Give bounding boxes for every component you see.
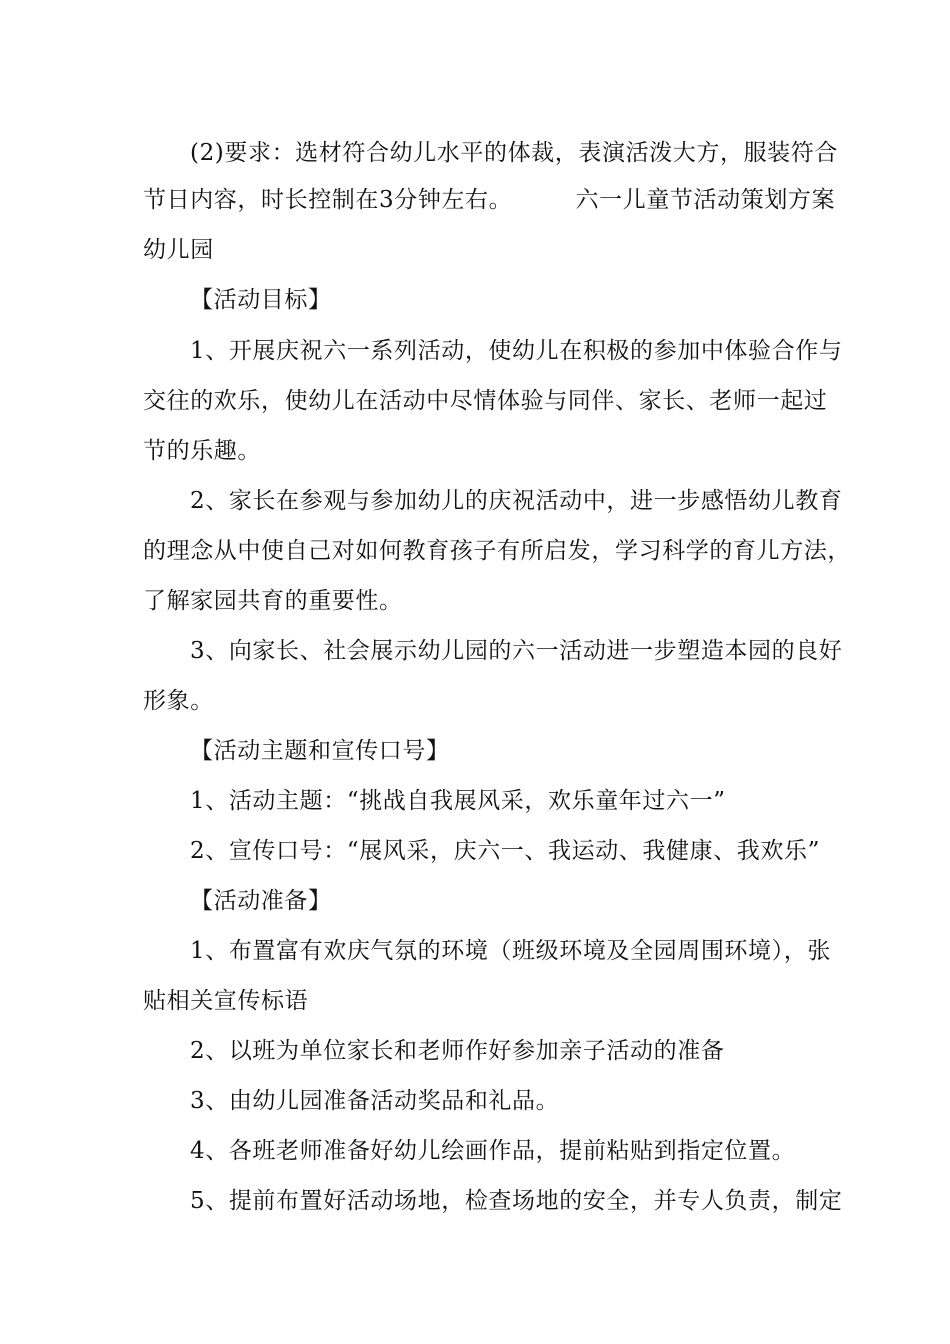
paragraph-line: 1、开展庆祝六一系列活动，使幼儿在积极的参加中体验合作与 bbox=[190, 338, 843, 364]
paragraph-line: 的理念从中使自己对如何教育孩子有所启发，学习科学的育儿方法， bbox=[143, 538, 851, 564]
paragraph-line: 了解家园共育的重要性。 bbox=[143, 588, 403, 614]
paragraph-line: 3、由幼儿园准备活动奖品和礼品。 bbox=[190, 1088, 560, 1114]
paragraph-line: 4、各班老师准备好幼儿绘画作品，提前粘贴到指定位置。 bbox=[190, 1138, 796, 1164]
paragraph-line: 2、家长在参观与参加幼儿的庆祝活动中，进一步感悟幼儿教育 bbox=[190, 488, 843, 514]
section-heading: 【活动准备】 bbox=[190, 888, 332, 914]
paragraph-line: 2、以班为单位家长和老师作好参加亲子活动的准备 bbox=[190, 1038, 725, 1064]
section-heading: 【活动目标】 bbox=[190, 287, 332, 313]
paragraph-line: 贴相关宣传标语 bbox=[143, 988, 309, 1014]
paragraph-line: 1、布置富有欢庆气氛的环境（班级环境及全园周围环境），张 bbox=[190, 938, 831, 964]
paragraph-line: 1、活动主题：“挑战自我展风采，欢乐童年过六一” bbox=[190, 788, 726, 814]
paragraph-line: (2)要求：选材符合幼儿水平的体裁，表演活泼大方，服装符合 bbox=[190, 140, 838, 166]
paragraph-line: 3、向家长、社会展示幼儿园的六一活动进一步塑造本园的良好 bbox=[190, 638, 843, 664]
paragraph-line: 形象。 bbox=[143, 688, 214, 714]
paragraph-line: 节日内容，时长控制在3分钟左右。 六一儿童节活动策划方案 bbox=[143, 187, 836, 213]
paragraph-line: 节的乐趣。 bbox=[143, 438, 261, 464]
paragraph-line: 幼儿园 bbox=[143, 237, 214, 263]
paragraph-line: 2、宣传口号：“展风采，庆六一、我运动、我健康、我欢乐” bbox=[190, 838, 820, 864]
section-heading: 【活动主题和宣传口号】 bbox=[190, 738, 450, 764]
paragraph-line: 交往的欢乐，使幼儿在活动中尽情体验与同伴、家长、老师一起过 bbox=[143, 388, 828, 414]
paragraph-line: 5、提前布置好活动场地，检查场地的安全，并专人负责，制定 bbox=[190, 1188, 843, 1214]
